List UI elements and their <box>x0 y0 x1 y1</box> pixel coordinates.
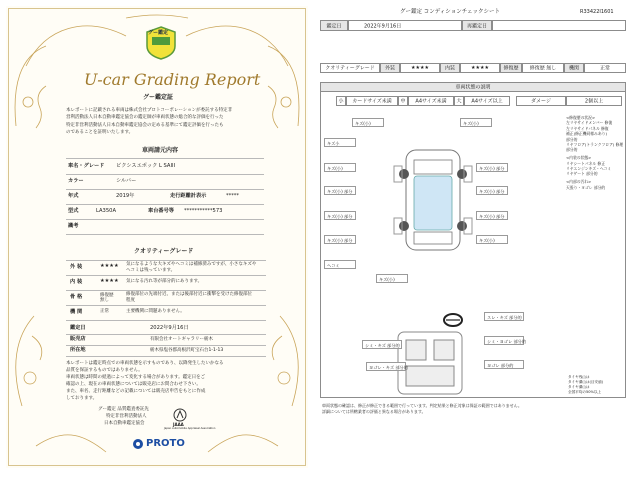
repair-value: 修復歴 無し <box>529 65 557 72</box>
frame-grade-note: 修復部位の先端付近、または後部付近に衝撃を受けた修復部位 <box>126 292 252 297</box>
size-medium-desc-cell <box>408 96 454 106</box>
damage-tag-label: キズ(小) 部分 <box>479 166 505 171</box>
exterior-grade-stars: ★★★★ <box>100 263 119 269</box>
exterior-stars: ★★★★ <box>411 65 429 71</box>
grade-label: クオリティーグレード <box>325 65 375 72</box>
frame-grade-label: 骨 格 <box>70 294 83 300</box>
size-small-label-cell <box>336 96 346 106</box>
issuer-line: 日本自動車鑑定協会 <box>104 421 145 426</box>
interior-tag-label: スレ・キズ 部分的 <box>487 315 522 320</box>
intro-line: 営利活動法人日本自動車鑑定協会の鑑定師が車両状態の総合的な評価を行った <box>66 115 224 121</box>
re-date-label-cell <box>462 20 492 31</box>
issuer-line: 特定非営利活動法人 <box>106 414 147 419</box>
size-small-label: 小 <box>338 98 344 105</box>
vehicle-info-table <box>66 158 264 238</box>
exterior-label: 外装 <box>384 65 396 72</box>
interior-label: 内装 <box>444 65 456 72</box>
vehicle-name-label: 車名・グレード <box>68 163 105 169</box>
damage-tag <box>476 235 508 244</box>
damage-tag-label: キズ(小) <box>463 121 479 126</box>
damage-tag <box>460 118 492 127</box>
repair-note-line: リヤフロア(トランクフロア) 修理 <box>566 141 624 147</box>
damage-tag-label: キズ(小) 部分 <box>479 214 505 219</box>
date-label-cell <box>320 20 348 31</box>
address-label: 所在地 <box>70 347 86 353</box>
state-section-header <box>320 82 626 92</box>
repair-value-cell <box>522 63 564 73</box>
certificate-subtitle: グー鑑定証 <box>143 94 174 101</box>
damage-tag-label: キズ(小) 部分 <box>327 189 353 194</box>
exterior-grade-note-2: ヘコミは残っています。 <box>126 268 176 273</box>
interior-tag <box>366 362 406 371</box>
intro-text <box>66 109 266 135</box>
intro-line: 本レポートに記載される車両は株式会社プロトコーポレーションが委託する特定非 <box>66 108 233 113</box>
intro-line: 特定非営利活動法人日本自動車鑑定協会の定める基準にて鑑定評価を行ったも <box>66 122 224 128</box>
quality-grade-table <box>66 260 266 324</box>
repair-note-line: リヤシートパネル 修正 <box>566 160 605 166</box>
damage-tag-label: キズ(小) <box>479 238 495 243</box>
grading-certificate <box>6 6 308 468</box>
repair-note-line: <内装の状態> <box>566 155 592 161</box>
damage-tag-label: ヘコミ <box>327 263 340 268</box>
jaaa-subtitle: Japan Automobile Appraisal Association <box>164 427 216 430</box>
size-small-desc-cell <box>346 96 398 106</box>
interior-grade-stars: ★★★★ <box>100 278 119 284</box>
color-label: カラー <box>68 178 84 184</box>
jaaa-label: JAAA <box>173 422 184 427</box>
grade-label-cell <box>320 63 380 73</box>
interior-stars: ★★★★ <box>471 65 489 71</box>
dealer-label: 販売店 <box>70 336 86 342</box>
date-value: 2022年9月16日 <box>150 325 189 331</box>
sheet-document-id: R33422I1601 <box>580 9 614 15</box>
chassis-value: ***********573 <box>184 208 223 214</box>
repair-note-line: 補正(修正機同様みあり) <box>566 131 607 137</box>
re-date-label: 再鑑定日 <box>466 23 488 29</box>
damage-tag-label: キズ(小) 部分 <box>479 189 505 194</box>
vehicle-name-value: ピクシスエポック L SAIII <box>116 163 176 169</box>
damage-tag <box>476 186 508 195</box>
proto-logo-text: PROTO <box>146 438 185 449</box>
intro-line: のであることを証明いたします。 <box>66 129 134 135</box>
damage-value: 2個以上 <box>584 98 604 105</box>
engine-label-cell <box>564 63 584 73</box>
size-medium-label: 中 <box>400 98 406 105</box>
date-label: 鑑定日 <box>70 325 86 331</box>
frame-grade-note-2: 程度 <box>126 298 135 303</box>
mileage-label: 走行距離計表示 <box>170 193 207 199</box>
repair-note-line: 左リヤサイドパネル 修復 <box>566 125 609 131</box>
date-value-cell <box>348 20 462 31</box>
footer-line: 確認の上、現在の車両状態については販売店にお問合わせ下さい。 <box>66 382 201 387</box>
damage-tag <box>476 211 508 220</box>
quality-section-heading: クオリティーグレード <box>134 248 194 255</box>
footer-line: 品質を保証するものではありません。 <box>66 368 143 373</box>
address-value: 栃木県塩谷郡高根沢町宝石台1-1-13 <box>150 348 224 353</box>
repair-notes <box>566 116 624 216</box>
year-value: 2019年 <box>116 193 135 199</box>
chassis-label: 車台番号等 <box>148 208 174 214</box>
damage-tag-label: キズ(小) <box>327 166 343 171</box>
damage-tag-label: キズ小 <box>327 141 340 146</box>
dealer-info <box>66 326 266 356</box>
interior-tag <box>362 340 402 349</box>
interior-tag-label: シミ・ヨゴレ 部分的 <box>487 339 527 344</box>
frame-grade-value: 修復歴 無し <box>100 293 114 304</box>
interior-tag <box>484 336 527 345</box>
damage-tag-label: キズ(小) <box>379 277 395 282</box>
tire-note-line: タイヤ残山は <box>568 375 590 379</box>
engine-grade-value: 正常 <box>100 309 109 314</box>
damage-tag-label: キズ(小) 部分 <box>327 214 353 219</box>
size-large-label: 大 <box>456 98 462 105</box>
exterior-label-cell <box>380 63 400 73</box>
damage-tag-label: キズ(小) <box>355 121 371 126</box>
damage-tag <box>324 138 356 147</box>
damage-label: ダメージ <box>531 98 551 105</box>
damage-tag <box>324 211 356 220</box>
interior-stars-cell <box>460 63 500 73</box>
repair-note-line: 部分的 <box>566 147 578 153</box>
footer-line: しております。 <box>66 396 98 401</box>
engine-value: 正常 <box>599 65 611 72</box>
engine-grade-label: 機 関 <box>70 309 83 315</box>
steering-wheel-icon <box>442 312 464 328</box>
car-top-view-diagram <box>390 146 476 256</box>
footer-line: 本レポートは鑑定時点での車両状態を示すものであり、以降発生したいかなる <box>66 361 224 366</box>
damage-tag <box>324 163 356 172</box>
interior-tag <box>484 312 524 321</box>
size-small-desc: カードサイズ未満 <box>352 98 392 105</box>
damage-tag-label: キズ(小) 部分 <box>327 238 353 243</box>
interior-tag <box>484 360 524 369</box>
interior-label-cell <box>440 63 460 73</box>
exterior-stars-cell <box>400 63 440 73</box>
repair-note-line: 天張り・ヨゴレ 部分的 <box>566 184 606 190</box>
tire-notes <box>568 376 624 395</box>
damage-tag <box>324 235 356 244</box>
interior-tag-label: シミ・キズ 部分的 <box>365 343 400 348</box>
date-value: 2022年9月16日 <box>363 23 402 29</box>
footer-line: また、車名、走行距離などの記載については販売店申告をもとに作成 <box>66 389 206 394</box>
sheet-title: グー鑑定 コンディションチェックシート <box>400 9 501 15</box>
jaaa-emblem-icon <box>172 408 188 422</box>
repair-note-line: リヤエンジンキズ・ヘコミ <box>566 165 612 171</box>
model-code-value: LA350A <box>96 208 117 214</box>
tire-note-line: タイヤ溝山は <box>568 384 590 389</box>
repair-note-line: <修復歴の状況> <box>566 115 596 120</box>
repair-label-cell <box>500 63 522 73</box>
repair-note-line: リヤゲート 部分的 <box>566 171 598 177</box>
issuer-block <box>98 408 168 427</box>
repair-note-line: 部分的 <box>566 136 578 142</box>
vehicle-section-heading: 車両請元内容 <box>142 147 179 154</box>
damage-tag <box>324 186 356 195</box>
damage-value-cell <box>566 96 622 106</box>
engine-grade-note: 主要機関に問題ありません。 <box>126 309 185 314</box>
damage-tag <box>324 260 356 269</box>
tire-note-line: 全国平均の50%以上 <box>568 389 602 394</box>
year-label: 年式 <box>68 193 79 199</box>
exterior-grade-note: 気になるような大キズやヘコミは補修済みですが、小さなキズや <box>126 262 257 267</box>
dealer-value: 有限会社オートギャラリー栃木 <box>150 337 213 342</box>
size-large-desc: A4サイズ以上 <box>471 98 503 105</box>
size-medium-desc: A4サイズ未満 <box>415 98 447 105</box>
interior-grade-label: 内 装 <box>70 279 83 285</box>
model-code-label: 型式 <box>68 208 79 214</box>
interior-grade-note: 気になる汚れ等が部分的にあります。 <box>126 279 203 284</box>
tire-note-line: タイヤ溝山は(目安値) <box>568 379 604 384</box>
badge-text: グー鑑定 <box>148 30 169 36</box>
interior-tag-label: ヨゴレ 部分的 <box>487 363 514 368</box>
certificate-footer-text <box>66 362 266 402</box>
issuer-line: グー鑑定 品質鑑査委託先 <box>98 407 149 412</box>
interior-tag-label: ヨゴレ・キズ 部分的 <box>369 365 408 370</box>
sheet-footer-line: 車両状態の確認は、修正が修正できる範囲で行っています。判定結果と修正対象は保証の範囲ではありません。 <box>322 403 522 408</box>
remarks-label: 識考 <box>68 223 79 229</box>
color-value: シルバー <box>116 178 137 184</box>
size-medium-label-cell <box>398 96 408 106</box>
damage-label-cell <box>516 96 566 106</box>
re-date-value-cell <box>492 20 626 31</box>
size-large-desc-cell <box>464 96 510 106</box>
repair-note-line: 左リヤサイドメンバー 修復 <box>566 120 613 126</box>
certificate-title: U-car Grading Report <box>84 70 261 89</box>
engine-label: 機関 <box>568 65 580 72</box>
repair-note-line: <内部の汚れ> <box>566 179 592 185</box>
damage-tag <box>476 163 508 172</box>
date-label: 鑑定日 <box>326 23 342 29</box>
condition-check-sheet <box>316 6 634 476</box>
footer-line: 車両状態は時間の経過によって変化する場合があります。鑑定日をご <box>66 375 206 380</box>
sheet-footer-line: 詳細については所轄業者の評価と異なる場合があります。 <box>322 409 426 414</box>
damage-tag <box>376 274 408 283</box>
state-section-title: 車両状態の説明 <box>455 84 491 91</box>
size-large-label-cell <box>454 96 464 106</box>
exterior-grade-label: 外 装 <box>70 264 83 270</box>
mileage-value: ***** <box>226 193 239 199</box>
damage-tag <box>352 118 384 127</box>
engine-value-cell <box>584 63 626 73</box>
proto-logo-icon <box>132 438 144 450</box>
repair-label: 修復歴 <box>503 65 519 72</box>
